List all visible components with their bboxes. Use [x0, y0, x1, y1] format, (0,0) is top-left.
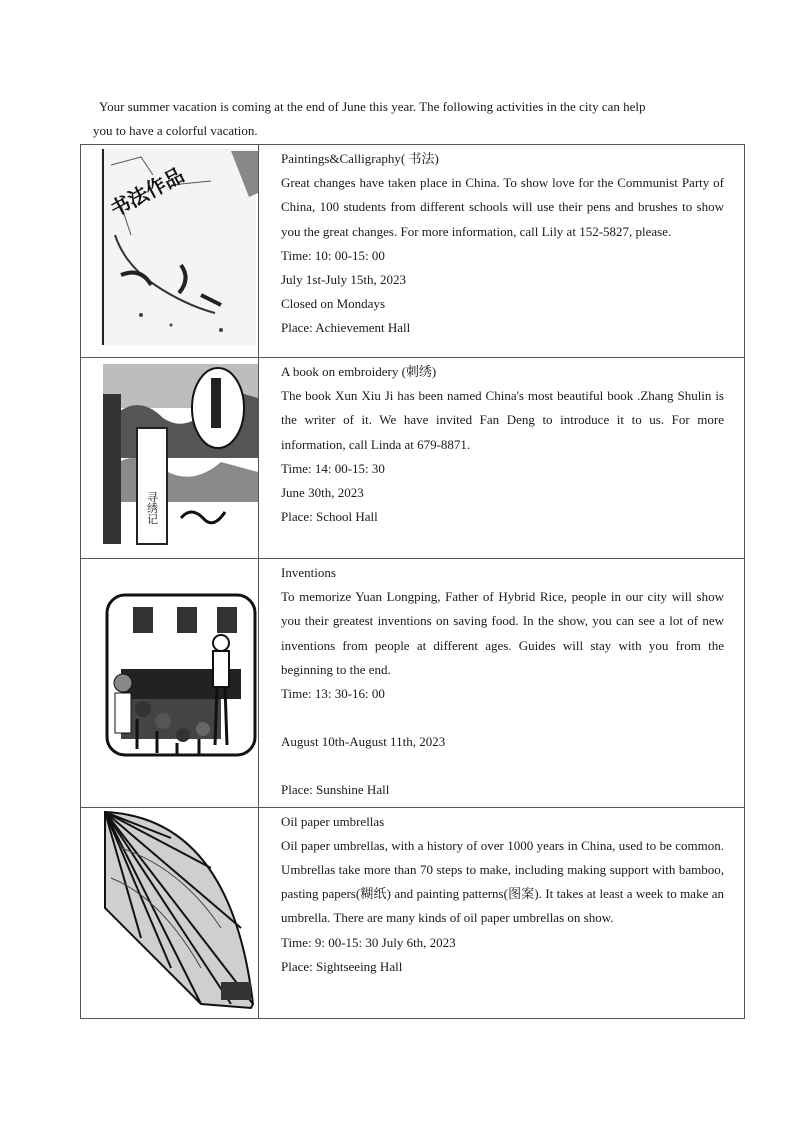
image-cell	[81, 559, 259, 808]
activity-date: August 10th-August 11th, 2023	[281, 734, 446, 750]
activity-description: Oil paper umbrellas, with a history of over 1000 years in China, used to be common. Umbrellas take more than 70 steps to make, including making support with bamboo, pasting papers(糊纸) and painting patterns(图案). It takes at least a week to make an umbrella. There are many kinds of oil paper umbrellas on show.	[281, 837, 724, 926]
activity-details	[259, 145, 745, 358]
activity-time: Time: 13: 30-16: 00	[281, 686, 385, 702]
book-cover-image	[81, 358, 258, 552]
activity-details	[259, 807, 745, 1018]
table-row	[81, 145, 745, 358]
activity-note: Closed on Mondays	[281, 296, 385, 312]
table-row	[81, 559, 745, 808]
activity-place: Place: School Hall	[281, 509, 378, 525]
activity-date: July 1st-July 15th, 2023	[281, 272, 406, 288]
activity-title: Oil paper umbrellas	[281, 813, 385, 829]
activity-time: Time: 14: 00-15: 30	[281, 460, 385, 476]
activity-place: Place: Sightseeing Hall	[281, 958, 403, 974]
activity-time: Time: 9: 00-15: 30 July 6th, 2023	[281, 934, 456, 950]
calligraphy-image	[81, 145, 258, 351]
activity-title: Paintings&Calligraphy( 书法)	[281, 151, 439, 166]
activity-description: Great changes have taken place in China. To show love for the Communist Party of China, 100 students from different schools will use their pens and brushes to show you the great changes. For more information, call Lily at 152-5827, please.	[281, 175, 724, 239]
activity-description: The book Xun Xiu Ji has been named China's most beautiful book .Zhang Shulin is the writer of it. We have invited Fan Deng to introduce it to us. For more information, call Linda at 679-8871.	[281, 388, 724, 452]
table-row	[81, 358, 745, 559]
activity-details	[259, 559, 745, 808]
exhibition-image	[81, 559, 258, 800]
image-cell	[81, 807, 259, 1018]
umbrella-image	[81, 808, 258, 1012]
activity-title: A book on embroidery (刺绣)	[281, 364, 437, 379]
intro-line-2: you to have a colorful vacation.	[93, 123, 258, 138]
table-row	[81, 807, 745, 1018]
activity-place: Place: Achievement Hall	[281, 320, 411, 336]
image-cell	[81, 358, 259, 559]
activity-title: Inventions	[281, 565, 336, 580]
activity-place: Place: Sunshine Hall	[281, 782, 390, 798]
activities-table	[80, 144, 745, 1019]
image-cell	[81, 145, 259, 358]
activity-time: Time: 10: 00-15: 00	[281, 247, 385, 263]
activity-date: June 30th, 2023	[281, 485, 364, 501]
activity-details	[259, 358, 745, 559]
book-title-text: 寻绣记	[145, 491, 159, 525]
activity-description: To memorize Yuan Longping, Father of Hybrid Rice, people in our city will show you their greatest inventions on saving food. In the show, you can see a lot of new inventions from people at different ages. Guides will stay with you from the beginning to the end.	[281, 589, 724, 677]
intro-line-1: Your summer vacation is coming at the end of June this year. The following activities in the city can help	[99, 99, 646, 114]
calligraphy-char: 书法作品	[106, 162, 188, 222]
intro-paragraph	[93, 95, 713, 143]
